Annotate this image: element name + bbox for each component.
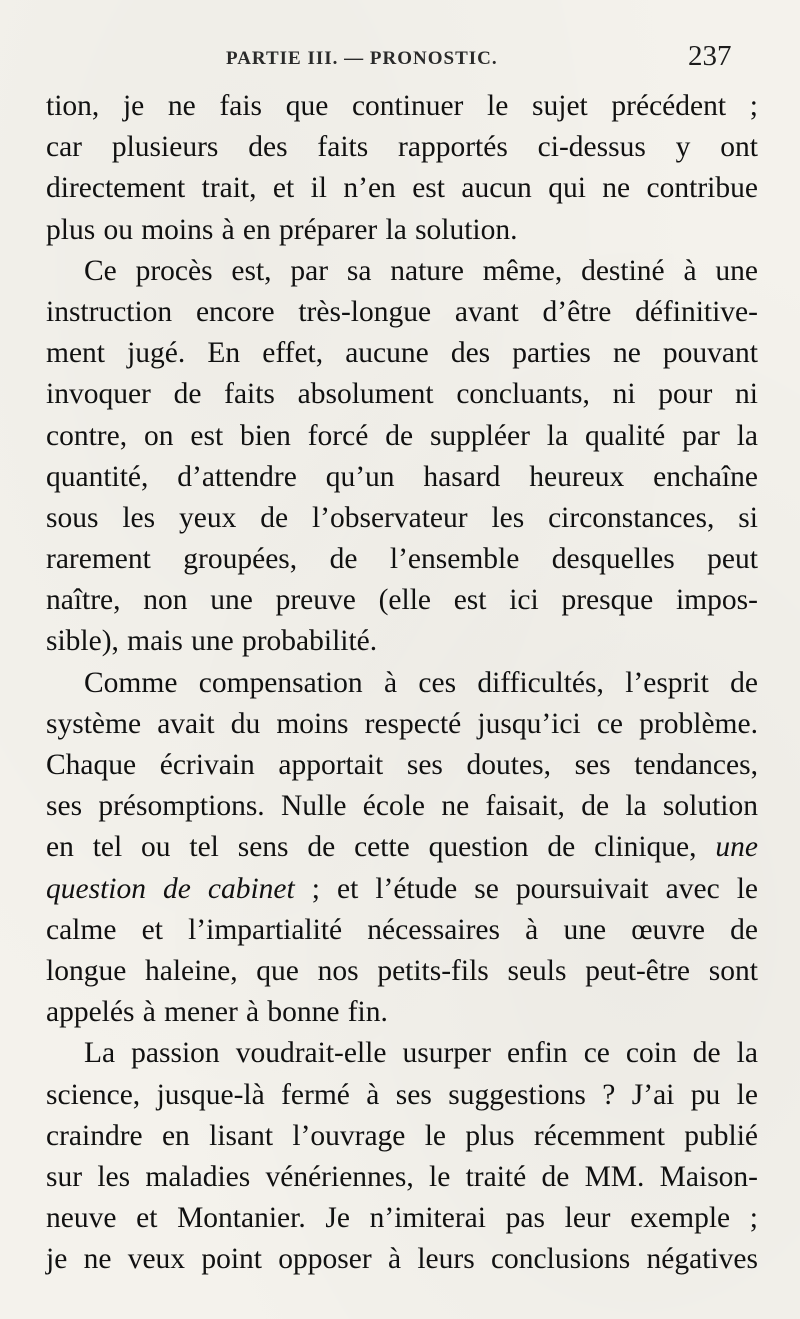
text-line xyxy=(46,1075,758,1116)
word: n’imiterai xyxy=(369,1202,486,1235)
word: fais xyxy=(219,90,263,122)
word: seuls xyxy=(507,954,567,987)
word: à xyxy=(383,666,398,699)
word: l’observateur xyxy=(311,501,468,534)
word: circonstances, xyxy=(548,501,715,534)
word: nécessaires xyxy=(367,913,500,946)
word: neuve xyxy=(46,1202,117,1235)
word: qui xyxy=(548,172,586,205)
word: solution. xyxy=(415,213,518,246)
word: calme xyxy=(46,913,117,946)
word: faits xyxy=(224,378,275,411)
word: instruction xyxy=(46,295,173,328)
word: trait, xyxy=(201,172,257,205)
word: le xyxy=(424,1119,447,1152)
word: la xyxy=(385,213,407,246)
word: ses xyxy=(406,749,443,781)
word: pu xyxy=(690,1078,721,1111)
word: clinique, xyxy=(594,831,697,864)
word: usurper xyxy=(402,1037,491,1070)
word: invoquer xyxy=(46,378,151,411)
word: de xyxy=(547,831,576,864)
word: mener xyxy=(164,996,238,1029)
word: ne xyxy=(602,172,631,205)
word: car xyxy=(46,131,83,164)
word: avait xyxy=(157,707,215,740)
word: traité xyxy=(465,1160,527,1193)
word: ce xyxy=(596,707,624,740)
word: la xyxy=(546,419,569,452)
word: coin xyxy=(625,1037,677,1070)
word: parties xyxy=(512,337,591,370)
word: ; xyxy=(749,90,758,122)
word: l’impartialité xyxy=(188,913,343,946)
word: définitive- xyxy=(635,295,758,328)
word: vénériennes, xyxy=(265,1160,414,1193)
body-text xyxy=(46,86,758,1280)
word: système xyxy=(46,707,142,740)
word: passion xyxy=(131,1037,220,1070)
word: ne xyxy=(167,90,196,122)
word: ne xyxy=(441,790,470,823)
word: cette xyxy=(354,831,410,864)
text-line xyxy=(46,704,758,745)
word: ; xyxy=(749,1202,758,1235)
text-line xyxy=(46,86,758,127)
word: Ce xyxy=(84,254,117,287)
word: pour xyxy=(658,378,713,411)
text-line xyxy=(46,663,758,704)
word: en xyxy=(46,831,74,864)
word: jusque-là xyxy=(156,1078,265,1111)
word: d’être xyxy=(542,295,612,328)
word: d’attendre xyxy=(177,460,297,493)
word: est xyxy=(412,172,445,205)
word: ni xyxy=(612,378,636,411)
word: Comme xyxy=(84,666,178,699)
word: suppléer xyxy=(429,419,530,452)
word: non xyxy=(143,584,188,617)
word: doutes, xyxy=(466,749,551,781)
word: mais xyxy=(127,625,183,658)
word: concluants, xyxy=(456,378,590,411)
text-line xyxy=(46,1198,758,1239)
word: une xyxy=(210,584,253,617)
page-number: 237 xyxy=(688,40,732,72)
word: science, xyxy=(46,1078,141,1111)
word: que xyxy=(285,90,329,122)
word: récemment xyxy=(533,1119,665,1152)
text-line xyxy=(46,745,758,786)
word: exemple xyxy=(630,1202,731,1235)
word: petits-fils xyxy=(377,954,489,987)
word: ses xyxy=(574,749,611,781)
word: de xyxy=(163,872,191,905)
word: ne xyxy=(612,337,641,370)
word: enchaîne xyxy=(653,460,758,493)
word: question xyxy=(46,872,146,905)
word: très-longue xyxy=(298,295,432,328)
word: ce xyxy=(583,1037,610,1070)
word: par xyxy=(290,254,329,287)
word: de xyxy=(730,913,758,946)
word: faisait, xyxy=(485,790,565,823)
word: des xyxy=(450,337,491,370)
text-line xyxy=(46,1033,758,1074)
text-line xyxy=(46,168,758,209)
text-line xyxy=(46,786,758,827)
word: pouvant xyxy=(662,337,758,370)
word: bonne xyxy=(267,996,340,1029)
word: suggestions xyxy=(448,1078,586,1111)
word: l’ensemble xyxy=(389,543,520,576)
word: Maison- xyxy=(659,1160,758,1193)
word: moins xyxy=(276,707,349,740)
word: ci-dessus xyxy=(537,131,646,164)
word: et xyxy=(141,913,163,946)
word: rapportés xyxy=(398,131,508,164)
word: de xyxy=(307,831,336,864)
word: de xyxy=(329,543,358,576)
word: sous xyxy=(46,501,99,534)
word: le xyxy=(736,872,758,905)
word: effet, xyxy=(262,337,324,370)
word: nos xyxy=(317,954,359,987)
word: publié xyxy=(684,1119,758,1152)
word: Je xyxy=(325,1202,350,1235)
word: point xyxy=(201,1243,262,1276)
word: il xyxy=(310,172,327,205)
word: absolument xyxy=(297,378,434,411)
word: sont xyxy=(708,954,758,987)
word: de xyxy=(730,666,758,699)
word: naître, xyxy=(46,584,121,617)
word: les xyxy=(122,501,156,534)
word: ? xyxy=(602,1078,616,1111)
word: maladies xyxy=(145,1160,251,1193)
word: le xyxy=(736,1078,758,1111)
word: voudrait-elle xyxy=(235,1037,387,1070)
word: le xyxy=(429,1160,451,1193)
word: compensation xyxy=(198,666,363,699)
word: enfin xyxy=(507,1037,568,1070)
word: leurs xyxy=(417,1243,475,1276)
word: à xyxy=(142,996,156,1029)
word: MM. xyxy=(584,1160,645,1193)
word: négatives xyxy=(646,1243,758,1276)
word: La xyxy=(84,1037,116,1070)
word: quantité, xyxy=(46,460,149,493)
word: destiné xyxy=(581,254,665,287)
word: faits xyxy=(317,131,369,164)
text-line xyxy=(46,374,758,415)
word: une xyxy=(563,913,607,946)
word: ses xyxy=(395,1078,432,1111)
word: que xyxy=(256,954,299,987)
text-line xyxy=(46,580,758,621)
word: on xyxy=(143,419,174,452)
word: école xyxy=(362,790,426,823)
word: ment xyxy=(46,337,105,370)
word: une xyxy=(715,831,758,864)
word: y xyxy=(675,131,691,164)
word: œuvre xyxy=(631,913,705,946)
word: précédent xyxy=(611,90,727,122)
text-line xyxy=(46,333,758,374)
word: yeux xyxy=(179,501,237,534)
word: qu’un xyxy=(325,460,395,493)
word: à xyxy=(683,254,697,287)
word: opposer xyxy=(278,1243,372,1276)
word: ou xyxy=(141,831,171,864)
word: fin. xyxy=(347,996,388,1029)
word: une xyxy=(715,254,758,287)
word: haleine, xyxy=(145,954,238,987)
word: ; xyxy=(311,872,320,905)
word: presque xyxy=(561,584,654,617)
word: l’étude xyxy=(375,872,458,905)
word: le xyxy=(487,90,509,122)
word: question xyxy=(428,831,529,864)
word: et xyxy=(272,172,295,205)
word: une xyxy=(191,625,234,658)
word: longue xyxy=(46,954,127,987)
word: encore xyxy=(195,295,275,328)
word: hasard xyxy=(423,460,501,493)
word: n’en xyxy=(343,172,396,205)
word: à xyxy=(221,213,235,246)
running-head: PARTIE III. — PRONOSTIC. xyxy=(226,48,498,69)
word: de xyxy=(260,501,289,534)
text-line xyxy=(46,1157,758,1198)
word: probabilité. xyxy=(241,625,378,658)
word: continuer xyxy=(351,90,464,122)
word: peut-être xyxy=(585,954,691,987)
word: peut xyxy=(707,543,758,576)
word: je xyxy=(46,1243,68,1276)
word: aucun xyxy=(461,172,532,205)
word: en xyxy=(242,213,271,246)
text-line xyxy=(46,292,758,333)
word: problème. xyxy=(639,707,758,740)
word: sur xyxy=(46,1160,83,1193)
word: à xyxy=(525,913,539,946)
word: écrivain xyxy=(159,749,255,781)
word: est, xyxy=(231,254,272,287)
text-line xyxy=(46,621,758,662)
word: même, xyxy=(482,254,563,287)
text-line xyxy=(46,869,758,910)
word: craindre xyxy=(46,1119,143,1152)
word: la xyxy=(736,1037,758,1070)
word: de xyxy=(385,419,414,452)
word: et xyxy=(336,872,359,905)
word: heureux xyxy=(529,460,625,493)
word: groupées, xyxy=(183,543,298,576)
word: se xyxy=(474,872,499,905)
text-line xyxy=(46,498,758,539)
word: l’esprit xyxy=(625,666,709,699)
text-line xyxy=(46,251,758,292)
word: qualité xyxy=(584,419,666,452)
text-line xyxy=(46,1116,758,1157)
word: veux xyxy=(127,1243,186,1276)
word: lisant xyxy=(209,1119,274,1152)
word: si xyxy=(738,501,758,534)
word: moins xyxy=(141,213,214,246)
word: En xyxy=(207,337,241,370)
word: les xyxy=(97,1160,131,1193)
word: pas xyxy=(505,1202,545,1235)
word: procès xyxy=(135,254,213,287)
text-line xyxy=(46,127,758,168)
word: ont xyxy=(720,131,758,164)
text-line xyxy=(46,539,758,580)
word: apportait xyxy=(278,749,384,781)
word: Nulle xyxy=(280,790,347,823)
word: du xyxy=(230,707,261,740)
word: préparer xyxy=(279,213,378,246)
word: tel xyxy=(92,831,123,864)
word: solution xyxy=(662,790,758,823)
word: de xyxy=(173,378,202,411)
word: en xyxy=(161,1119,190,1152)
word: est xyxy=(190,419,224,452)
word: respecté xyxy=(364,707,462,740)
word: je xyxy=(122,90,145,122)
word: avant xyxy=(454,295,519,328)
word: forcé xyxy=(307,419,369,452)
text-line xyxy=(46,992,758,1033)
word: leur xyxy=(564,1202,611,1235)
text-line xyxy=(46,210,758,251)
word: impos- xyxy=(675,584,758,617)
word: contre, xyxy=(46,419,128,452)
word: ni xyxy=(735,378,758,411)
word: ne xyxy=(83,1243,112,1276)
word: Chaque xyxy=(46,749,137,781)
word: ici xyxy=(509,584,539,617)
word: cabinet xyxy=(207,872,295,905)
word: sujet xyxy=(532,90,588,122)
word: fermé xyxy=(281,1078,350,1111)
word: avec xyxy=(665,872,720,905)
word: ou xyxy=(103,213,133,246)
word: des xyxy=(248,131,288,164)
word: plus xyxy=(465,1119,515,1152)
word: poursuivait xyxy=(515,872,649,905)
word: plus xyxy=(46,213,96,246)
word: à xyxy=(246,996,260,1029)
word: par xyxy=(682,419,720,452)
word: de xyxy=(581,790,610,823)
word: la xyxy=(736,419,758,452)
word: ces xyxy=(418,666,457,699)
word: tion, xyxy=(46,90,100,122)
text-line xyxy=(46,827,758,868)
word: ses xyxy=(46,790,83,823)
word: plusieurs xyxy=(111,131,219,164)
word: présomptions. xyxy=(98,790,265,823)
text-line xyxy=(46,416,758,457)
page-header xyxy=(0,40,800,80)
word: difficultés, xyxy=(477,666,604,699)
word: de xyxy=(692,1037,721,1070)
word: conclusions xyxy=(490,1243,631,1276)
word: jusqu’ici xyxy=(477,707,581,740)
word: desquelles xyxy=(551,543,675,576)
word: aucune xyxy=(345,337,429,370)
word: l’ouvrage xyxy=(292,1119,406,1152)
word: à xyxy=(387,1243,402,1276)
word: sa xyxy=(346,254,372,287)
word: tel xyxy=(189,831,219,864)
word: est xyxy=(453,584,487,617)
word: de xyxy=(541,1160,570,1193)
word: contribue xyxy=(646,172,758,205)
word: sens xyxy=(237,831,289,864)
text-line xyxy=(46,951,758,992)
text-line xyxy=(46,1239,758,1280)
text-line xyxy=(46,457,758,498)
word: les xyxy=(491,501,525,534)
word: tendances, xyxy=(634,749,758,781)
word: à xyxy=(366,1078,380,1111)
word: (elle xyxy=(378,584,431,617)
word: appelés xyxy=(46,996,135,1029)
word: et xyxy=(136,1202,158,1235)
word: preuve xyxy=(275,584,356,617)
word: directement xyxy=(46,172,186,205)
word: la xyxy=(625,790,647,823)
word: jugé. xyxy=(127,337,186,370)
word: J’ai xyxy=(631,1078,675,1111)
word: rarement xyxy=(46,543,151,576)
word: bien xyxy=(240,419,291,452)
word: sible), xyxy=(46,625,119,658)
text-line xyxy=(46,910,758,951)
word: nature xyxy=(390,254,464,287)
word: Montanier. xyxy=(177,1202,306,1235)
